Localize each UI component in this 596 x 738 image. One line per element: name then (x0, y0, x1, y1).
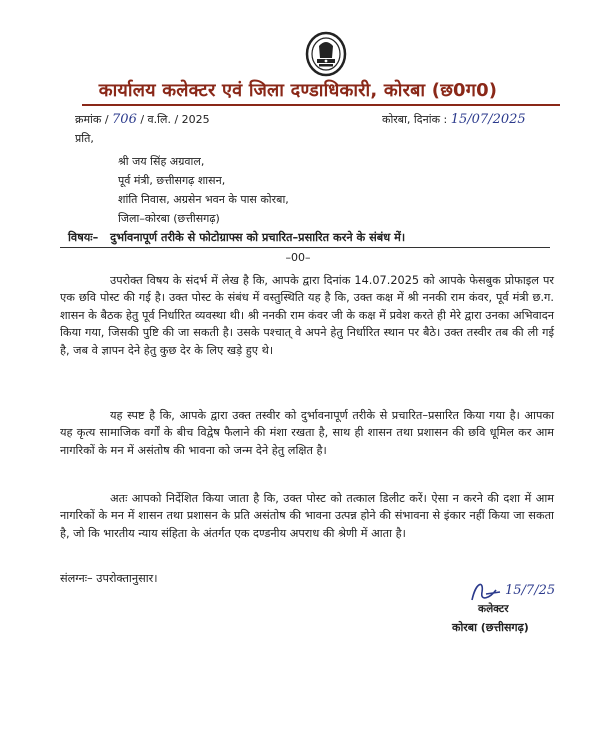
recipient-address (118, 152, 289, 228)
ref-number-handwritten: 706 (112, 112, 137, 127)
ref-prefix: क्रमांक / (75, 113, 109, 126)
subject-line (68, 230, 405, 245)
address-line: शांति निवास, अग्रसेन भवन के पास कोरबा, (118, 193, 289, 206)
body-paragraph: यह स्पष्ट है कि, आपके द्वारा उक्त तस्वीर को दुर्भावनापूर्ण तरीके से प्रचारित–प्रसारित किया गया है। आपका यह कृत्य सामाजिक वर्गों के बीच विद्वेष फैलाने की मंशा रखता है, साथ ही शासन तथा प्रशासन की छवि धूमिल कर आम नागरिकों के मन में असंतोष की भावना को जन्म देने हेतु लक्षित है। (60, 409, 554, 457)
reference-number (75, 112, 210, 127)
date-prefix: कोरबा, दिनांक : (382, 113, 448, 126)
letter-date (382, 112, 526, 127)
enclosure-note: संलग्नः– उपरोक्तानुसार। (60, 572, 158, 585)
title-underline (82, 104, 560, 106)
address-line: जिला–कोरबा (छत्तीसगढ़) (118, 212, 220, 225)
signatory-designation: कलेक्टर (478, 603, 509, 615)
national-emblem-icon (304, 30, 348, 78)
recipient-salutation: प्रति, (75, 132, 94, 145)
ref-suffix: / व.लि. / 2025 (140, 113, 210, 126)
subject-label: विषयः– (68, 231, 99, 244)
address-line: पूर्व मंत्री, छत्तीसगढ़ शासन, (118, 174, 226, 187)
address-line: श्री जय सिंह अग्रवाल, (118, 155, 205, 168)
subject-text: दुर्भावनापूर्ण तरीके से फोटोग्राफ्स को प्रचारित–प्रसारित करने के संबंध में। (110, 231, 406, 244)
date-value-handwritten: 15/07/2025 (450, 112, 526, 127)
subject-underline (60, 247, 550, 248)
separator: –00– (285, 251, 311, 264)
office-title: कार्यालय कलेक्टर एवं जिला दण्डाधिकारी, कोरबा (छ0ग0) (98, 80, 498, 101)
body-paragraph: उपरोक्त विषय के संदर्भ में लेख है कि, आपके द्वारा दिनांक 14.07.2025 को आपके फेसबुक प्रोफाइल पर एक छवि पोस्ट की गई है। उक्त पोस्ट के संबंध में वस्तुस्थिति यह है कि, उक्त कक्ष में श्री ननकी राम कंवर, पूर्व मंत्री छ.ग. शासन के बैठक हेतु पूर्व निर्धारित व्यवस्था थी। श्री ननकी राम कंवर जी के कक्ष में प्रवेश करते ही मेरे द्वारा उनका अभिवादन किया गया, जिसकी पुष्टि की जा सकती है। उसके पश्चात् वे अपने हेतु निर्धारित स्थान पर बैठे। उक्त तस्वीर तब की ली गई है, जब वे ज्ञापन देने हेतु कुछ देर के लिए खड़े हुए थे। (60, 274, 554, 357)
signature-date: 15/7/25 (505, 583, 556, 598)
signatory-district: कोरबा (छत्तीसगढ़) (452, 621, 529, 634)
body-paragraph: अतः आपको निर्देशित किया जाता है कि, उक्त पोस्ट को तत्काल डिलीट करें। ऐसा न करने की दशा में आम नागरिकों के मन में शासन तथा प्रशासन के प्रति असंतोष की भावना उत्पन्न होने की संभावना से इंकार नहीं किया जा सकता है, जो कि भारतीय न्याय संहिता के अंतर्गत एक दण्डनीय अपराध की श्रेणी में आता है। (60, 492, 554, 540)
